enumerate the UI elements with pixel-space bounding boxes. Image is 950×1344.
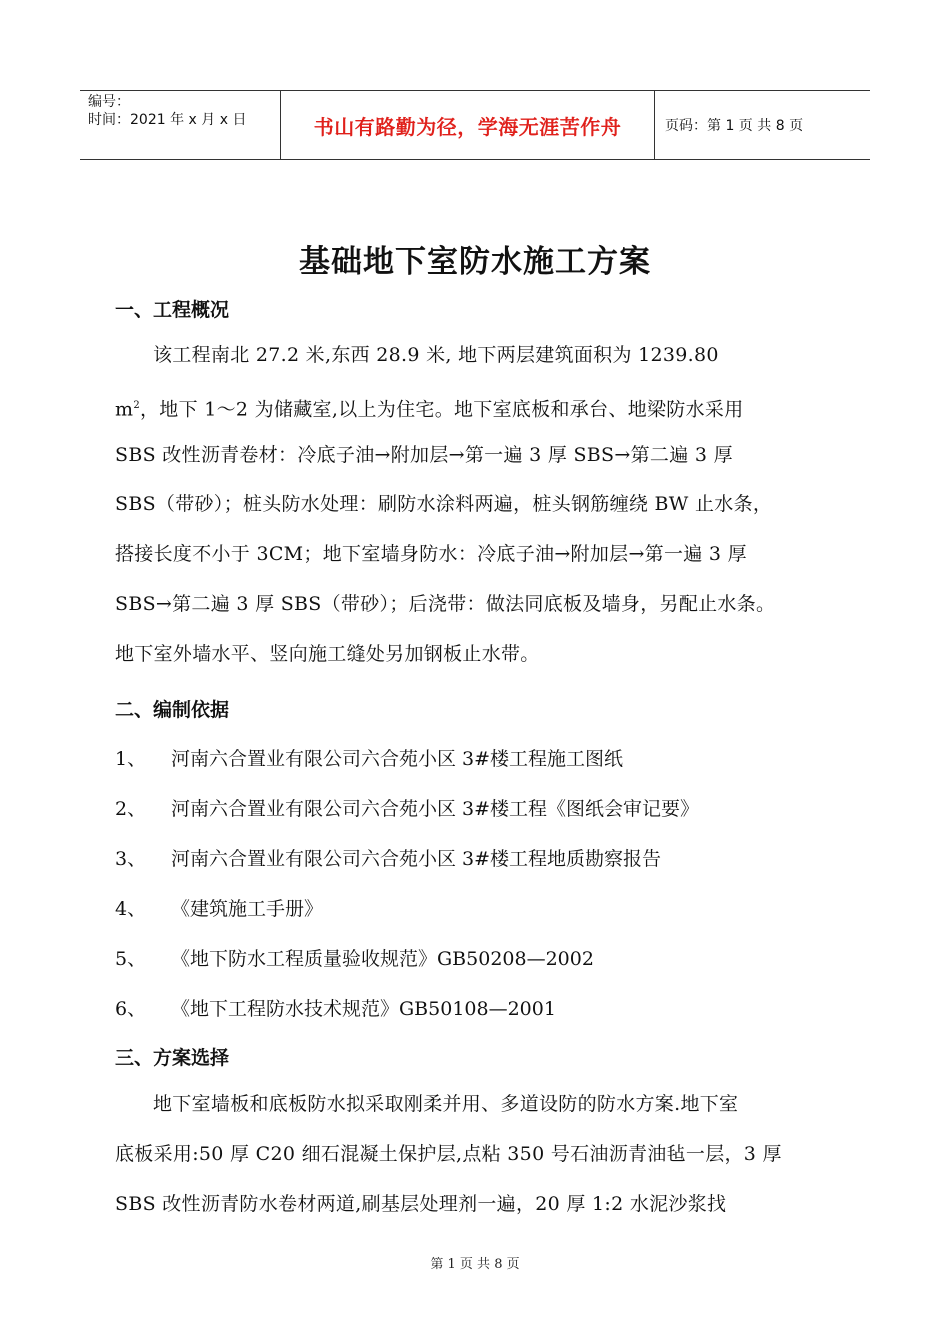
header-motto: 书山有路勤为径，学海无涯苦作舟 — [281, 91, 655, 159]
list-item: 4、 《建筑施工手册》 — [115, 898, 324, 920]
page-footer: 第 1 页 共 8 页 — [430, 1257, 520, 1272]
list-item: 2、 河南六合置业有限公司六合苑小区 3#楼工程《图纸会审记要》 — [115, 798, 700, 820]
section-3-body — [115, 1080, 855, 1229]
number-label: 编号： — [88, 94, 130, 110]
area-unit-exponent: 2 — [133, 399, 140, 411]
list-item: 1、 河南六合置业有限公司六合苑小区 3#楼工程施工图纸 — [115, 748, 624, 770]
list-item: 6、 《地下工程防水技术规范》GB50108—2001 — [115, 998, 556, 1020]
list-item: 3、 河南六合置业有限公司六合苑小区 3#楼工程地质勘察报告 — [115, 848, 662, 870]
document-title: 基础地下室防水施工方案 — [299, 244, 651, 280]
paragraph-line: $m^2$，地下 1～2 为储藏室,以上为住宅。地下室底板和承台、地梁防水采用 — [115, 398, 744, 421]
paragraph-line: SBS→第二遍 3 厚 SBS（带砂）；后浇带：做法同底板及墙身，另配止水条。 — [115, 592, 776, 615]
paragraph-line: SBS 改性沥青卷材：冷底子油→附加层→第一遍 3 厚 SBS→第二遍 3 厚 — [115, 443, 733, 466]
document-header — [80, 90, 870, 160]
area-unit: m — [115, 398, 134, 421]
paragraph-line: 搭接长度不小于 3CM；地下室墙身防水：冷底子油→附加层→第一遍 3 厚 — [115, 543, 747, 566]
paragraph-line: 地下室外墙水平、竖向施工缝处另加钢板止水带。 — [115, 642, 540, 665]
paragraph-line: 底板采用:50 厚 C20 细石混凝土保护层,点粘 350 号石油沥青油毡一层，3 厚 — [115, 1142, 782, 1165]
paragraph-line: SBS（带砂）；桩头防水处理：刷防水涂料两遍，桩头钢筋缠绕 BW 止水条， — [115, 493, 773, 516]
header-page-info: 页码：第 1 页 共 8 页 — [665, 118, 804, 134]
section-heading-2: 二、编制依据 — [115, 699, 230, 721]
section-heading-3: 三、方案选择 — [115, 1047, 230, 1069]
section-heading-1: 一、工程概况 — [115, 299, 230, 321]
section-1-body — [115, 331, 855, 680]
paragraph-line: SBS 改性沥青防水卷材两道,刷基层处理剂一遍，20 厚 1:2 水泥沙浆找 — [115, 1192, 727, 1215]
time-label: 时间：2021 年 x 月 x 日 — [88, 112, 247, 128]
header-meta — [80, 91, 281, 159]
paragraph-line: 该工程南北 27.2 米,东西 28.9 米, 地下两层建筑面积为 1239.80 — [153, 344, 719, 366]
list-item: 5、 《地下防水工程质量验收规范》GB50208—2002 — [115, 948, 594, 970]
paragraph-line: 地下室墙板和底板防水拟采取刚柔并用、多道设防的防水方案.地下室 — [153, 1093, 739, 1115]
